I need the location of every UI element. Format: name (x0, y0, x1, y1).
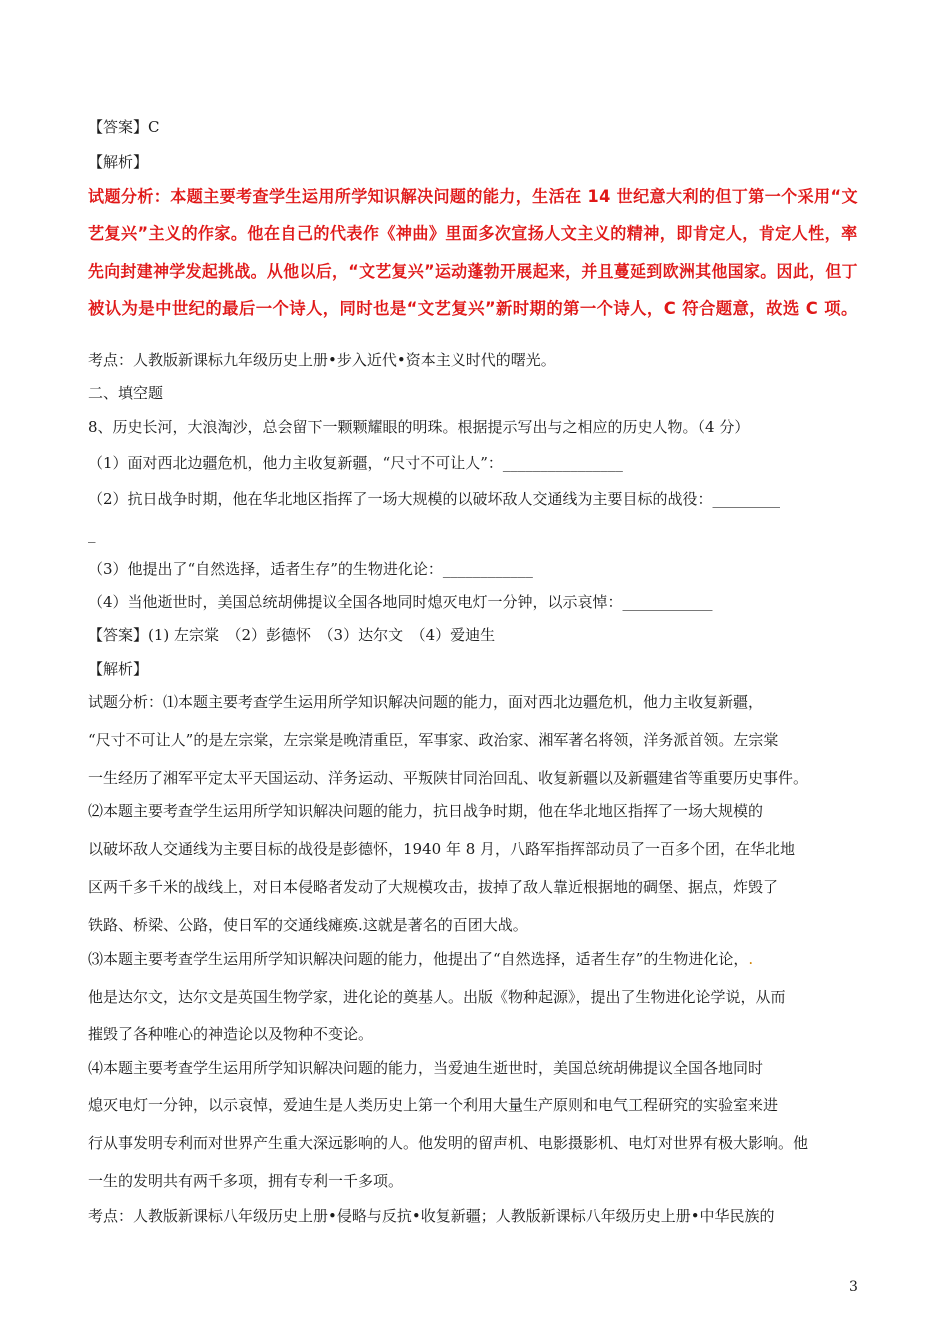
page-number: 3 (849, 1279, 858, 1295)
analysis-line-4: ⑵本题主要考查学生运用所学知识解决问题的能力，抗日战争时期，他在华北地区指挥了一场大规模的 (88, 802, 764, 820)
analysis-line-3: 一生经历了湘军平定太平天国运动、洋务运动、平叛陕甘同治回乱、收复新疆以及新疆建省等重要历史事件。 (88, 769, 809, 787)
analysis-line-5: 以破坏敌人交通线为主要目标的战役是彭德怀，1940 年 8 月，八路军指挥部动员了一百多个团，在华北地 (88, 840, 796, 858)
analysis-line-9: 他是达尔文，达尔文是英国生物学家，进化论的奠基人。出版《物种起源》，提出了生物进化论学说，从而 (88, 988, 786, 1006)
analysis-label-2: 【解析】 (88, 660, 149, 678)
analysis-line-7: 铁路、桥梁、公路，使日军的交通线瘫痪.这就是著名的百团大战。 (88, 916, 528, 934)
analysis-line-11: ⑷本题主要考查学生运用所学知识解决问题的能力，当爱迪生逝世时，美国总统胡佛提议全国各地同时 (88, 1059, 764, 1077)
question-8-item-1: （1）面对西北边疆危机，他力主收复新疆，“尺寸不可让人”：________________ (88, 454, 623, 472)
analysis-line-14: 一生的发明共有两千多项，拥有专利一千多项。 (88, 1172, 404, 1190)
analysis-red-line-4: 被认为是中世纪的最后一个诗人，同时也是“文艺复兴”新时期的第一个诗人，C 符合题意，故选 C 项。 (88, 299, 858, 318)
analysis-line-8 (88, 949, 753, 969)
answer-label-2: 【答案】(1) 左宗棠 （2）彭德怀 （3）达尔文 （4）爱迪生 (88, 626, 496, 644)
analysis-line-13: 行从事发明专利而对世界产生重大深远影响的人。他发明的留声机、电影摄影机、电灯对世界有极大影响。他 (88, 1134, 809, 1152)
answer-label-1: 【答案】C (88, 118, 160, 136)
analysis-line-1: 试题分析：⑴本题主要考查学生运用所学知识解决问题的能力，面对西北边疆危机，他力主收复新疆， (88, 693, 764, 711)
analysis-line-12: 熄灭电灯一分钟，以示哀悼，爱迪生是人类历史上第一个利用大量生产原则和电气工程研究的实验室来进 (88, 1096, 779, 1114)
analysis-line-10: 摧毁了各种唯心的神造论以及物种不变论。 (88, 1025, 374, 1043)
analysis-label-1: 【解析】 (88, 153, 149, 171)
question-8-item-2-tail: _ (88, 525, 96, 543)
analysis-red-line-2: 艺复兴”主义的作家。他在自己的代表作《神曲》里面多次宣扬人文主义的精神，即肯定人，肯定人性，率 (88, 224, 858, 243)
question-8-item-4: （4）当他逝世时，美国总统胡佛提议全国各地同时熄灭电灯一分钟，以示哀悼：____________ (88, 593, 713, 611)
analysis-red-line-3: 先向封建神学发起挑战。从他以后，“文艺复兴”运动蓬勃开展起来，并且蔓延到欧洲其他国家。因此，但丁 (88, 262, 858, 281)
analysis-line-2: “尺寸不可让人”的是左宗棠，左宗棠是晚清重臣，军事家、政治家、湘军著名将领，洋务派首领。左宗棠 (88, 731, 779, 749)
analysis-red-line-1: 试题分析：本题主要考查学生运用所学知识解决问题的能力，生活在 14 世纪意大利的但丁第一个采用“文 (88, 187, 858, 206)
question-8-item-3: （3）他提出了“自然选择，适者生存”的生物进化论：____________ (88, 560, 533, 578)
section-heading: 二、填空题 (88, 384, 164, 402)
question-8: 8、历史长河，大浪淘沙，总会留下一颗颗耀眼的明珠。根据提示写出与之相应的历史人物。（4 分） (88, 418, 750, 436)
kaodian-2: 考点：人教版新课标八年级历史上册•侵略与反抗•收复新疆；人教版新课标八年级历史上册•中华民族的 (88, 1207, 775, 1225)
analysis-line-6: 区两千多千米的战线上，对日本侵略者发动了大规模攻击，拔掉了敌人靠近根据地的碉堡、据点，炸毁了 (88, 878, 779, 896)
analysis-line-8-text: ⑶本题主要考查学生运用所学知识解决问题的能力，他提出了“自然选择，适者生存”的生物进化论， (88, 950, 749, 968)
kaodian-1: 考点：人教版新课标九年级历史上册•步入近代•资本主义时代的曙光。 (88, 351, 556, 369)
orange-mark: . (748, 950, 754, 968)
question-8-item-2: （2）抗日战争时期，他在华北地区指挥了一场大规模的以破坏敌人交通线为主要目标的战役：_________ (88, 490, 781, 508)
